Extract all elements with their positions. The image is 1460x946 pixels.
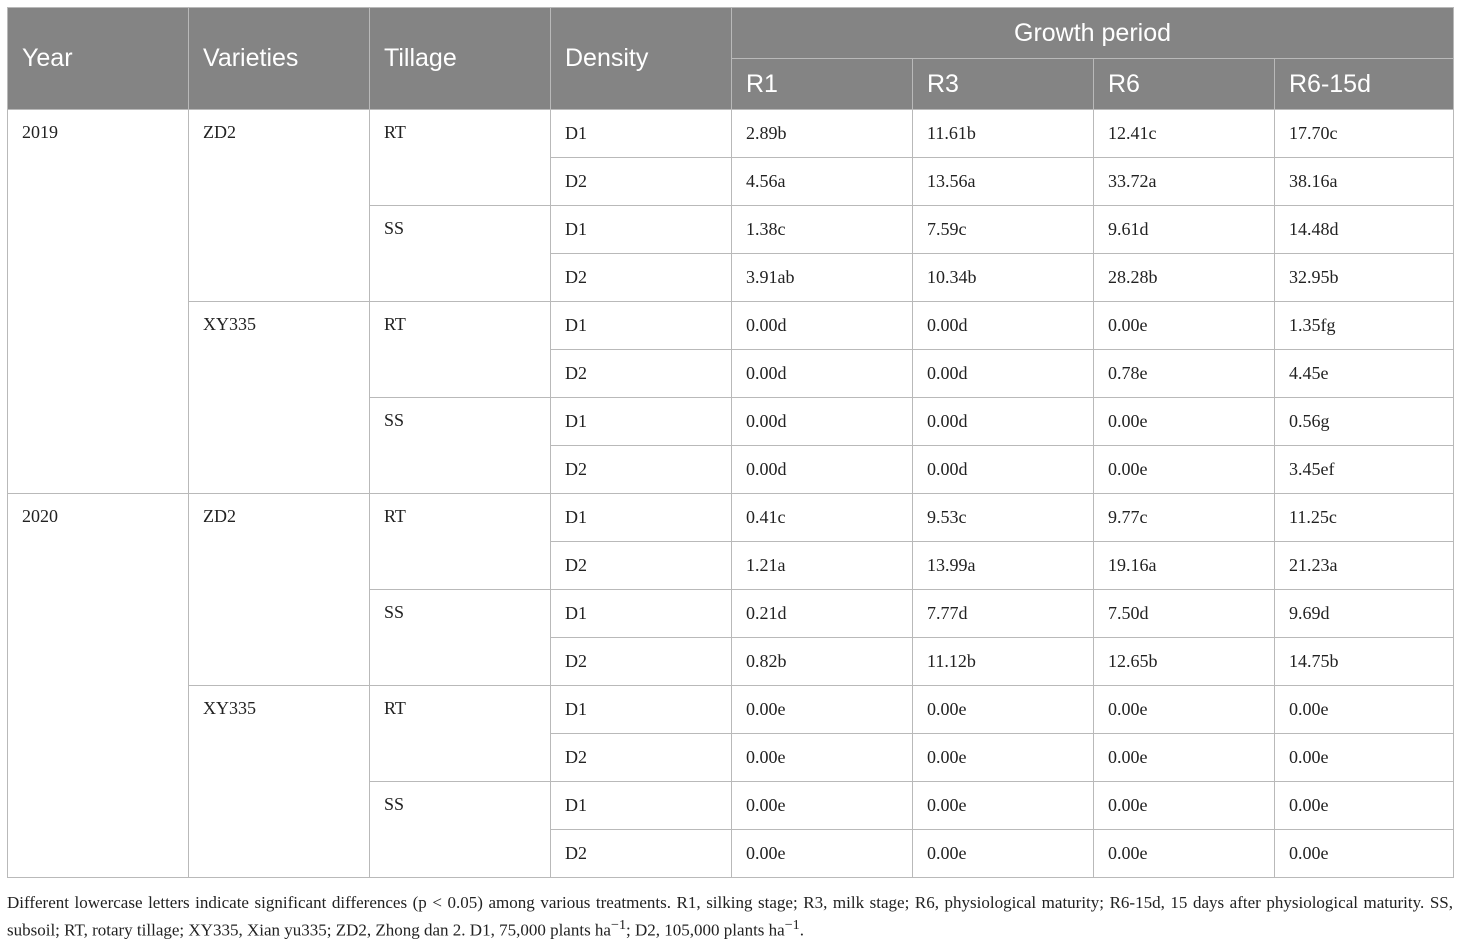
header-density: Density: [551, 8, 732, 110]
value-cell-r6: 0.00e: [1094, 782, 1275, 830]
density-cell: D2: [551, 734, 732, 782]
value-cell-r6-15d: 0.00e: [1275, 734, 1454, 782]
value-cell-r6-15d: 0.00e: [1275, 686, 1454, 734]
value-cell-r6-15d: 38.16a: [1275, 158, 1454, 206]
table-row: [8, 302, 1454, 350]
value-cell-r6: 0.00e: [1094, 830, 1275, 878]
value-cell-r6: 0.00e: [1094, 686, 1275, 734]
value-cell-r3: 7.59c: [913, 206, 1094, 254]
value-cell-r1: 1.21a: [732, 542, 913, 590]
variety-cell: ZD2: [189, 110, 370, 302]
footnote-main: Different lowercase letters indicate significant differences (p < 0.05) among various treatments. R1, silking stage; R3, milk stage; R6, physiological maturity; R6-15d, 15 days after physiological maturity. SS, subsoil; RT, rotary tillage; XY335, Xian yu335; ZD2, Zhong dan 2. D1, 75,000 plants ha: [7, 893, 1453, 940]
value-cell-r6: 9.61d: [1094, 206, 1275, 254]
value-cell-r1: 2.89b: [732, 110, 913, 158]
value-cell-r3: 0.00e: [913, 782, 1094, 830]
value-cell-r6: 28.28b: [1094, 254, 1275, 302]
value-cell-r3: 13.56a: [913, 158, 1094, 206]
density-cell: D2: [551, 254, 732, 302]
value-cell-r3: 11.61b: [913, 110, 1094, 158]
data-table: [7, 7, 1454, 878]
value-cell-r6: 0.00e: [1094, 734, 1275, 782]
footnote-sup-1: −1: [610, 917, 627, 933]
value-cell-r3: 0.00d: [913, 302, 1094, 350]
tillage-cell: SS: [370, 782, 551, 878]
value-cell-r3: 0.00e: [913, 734, 1094, 782]
variety-cell: ZD2: [189, 494, 370, 686]
table-footnote: [7, 891, 1453, 942]
variety-cell: XY335: [189, 686, 370, 878]
value-cell-r3: 0.00d: [913, 398, 1094, 446]
value-cell-r6-15d: 0.00e: [1275, 782, 1454, 830]
value-cell-r1: 0.00e: [732, 782, 913, 830]
density-cell: D2: [551, 830, 732, 878]
density-cell: D1: [551, 302, 732, 350]
value-cell-r3: 0.00e: [913, 686, 1094, 734]
table-wrapper: [7, 7, 1453, 878]
value-cell-r1: 0.00e: [732, 686, 913, 734]
value-cell-r6: 0.00e: [1094, 398, 1275, 446]
year-cell: 2020: [8, 494, 189, 878]
value-cell-r3: 0.00d: [913, 350, 1094, 398]
value-cell-r1: 0.82b: [732, 638, 913, 686]
value-cell-r3: 13.99a: [913, 542, 1094, 590]
value-cell-r6: 7.50d: [1094, 590, 1275, 638]
density-cell: D1: [551, 494, 732, 542]
value-cell-r3: 11.12b: [913, 638, 1094, 686]
value-cell-r6: 12.65b: [1094, 638, 1275, 686]
value-cell-r6-15d: 1.35fg: [1275, 302, 1454, 350]
value-cell-r6-15d: 14.75b: [1275, 638, 1454, 686]
header-stage-r6-15d: R6-15d: [1275, 59, 1454, 110]
table-body: [8, 110, 1454, 878]
density-cell: D1: [551, 110, 732, 158]
value-cell-r1: 0.00e: [732, 734, 913, 782]
value-cell-r3: 0.00d: [913, 446, 1094, 494]
value-cell-r3: 9.53c: [913, 494, 1094, 542]
variety-cell: XY335: [189, 302, 370, 494]
value-cell-r6: 9.77c: [1094, 494, 1275, 542]
tillage-cell: SS: [370, 590, 551, 686]
density-cell: D1: [551, 686, 732, 734]
value-cell-r6: 33.72a: [1094, 158, 1275, 206]
table-row: [8, 686, 1454, 734]
value-cell-r1: 0.00d: [732, 350, 913, 398]
value-cell-r6-15d: 4.45e: [1275, 350, 1454, 398]
value-cell-r1: 0.21d: [732, 590, 913, 638]
header-year: Year: [8, 8, 189, 110]
value-cell-r6-15d: 9.69d: [1275, 590, 1454, 638]
value-cell-r6: 0.00e: [1094, 302, 1275, 350]
header-stage-r6: R6: [1094, 59, 1275, 110]
tillage-cell: RT: [370, 302, 551, 398]
value-cell-r1: 1.38c: [732, 206, 913, 254]
density-cell: D1: [551, 590, 732, 638]
value-cell-r1: 0.00d: [732, 398, 913, 446]
density-cell: D2: [551, 158, 732, 206]
density-cell: D2: [551, 638, 732, 686]
value-cell-r1: 3.91ab: [732, 254, 913, 302]
footnote-end: .: [799, 920, 805, 940]
value-cell-r6: 0.00e: [1094, 446, 1275, 494]
tillage-cell: SS: [370, 398, 551, 494]
table-header: [8, 8, 1454, 110]
value-cell-r1: 4.56a: [732, 158, 913, 206]
value-cell-r1: 0.00d: [732, 302, 913, 350]
value-cell-r6-15d: 3.45ef: [1275, 446, 1454, 494]
density-cell: D1: [551, 206, 732, 254]
table-row: [8, 110, 1454, 158]
density-cell: D2: [551, 350, 732, 398]
table-row: [8, 494, 1454, 542]
density-cell: D1: [551, 398, 732, 446]
value-cell-r6: 12.41c: [1094, 110, 1275, 158]
header-stage-r1: R1: [732, 59, 913, 110]
value-cell-r6: 19.16a: [1094, 542, 1275, 590]
header-stage-r3: R3: [913, 59, 1094, 110]
value-cell-r1: 0.00d: [732, 446, 913, 494]
value-cell-r6-15d: 32.95b: [1275, 254, 1454, 302]
value-cell-r6-15d: 14.48d: [1275, 206, 1454, 254]
value-cell-r1: 0.41c: [732, 494, 913, 542]
density-cell: D1: [551, 782, 732, 830]
year-cell: 2019: [8, 110, 189, 494]
value-cell-r3: 0.00e: [913, 830, 1094, 878]
density-cell: D2: [551, 446, 732, 494]
value-cell-r6-15d: 0.56g: [1275, 398, 1454, 446]
tillage-cell: RT: [370, 494, 551, 590]
value-cell-r1: 0.00e: [732, 830, 913, 878]
footnote-sup-2: −1: [784, 917, 800, 933]
value-cell-r3: 7.77d: [913, 590, 1094, 638]
header-varieties: Varieties: [189, 8, 370, 110]
tillage-cell: RT: [370, 110, 551, 206]
value-cell-r3: 10.34b: [913, 254, 1094, 302]
footnote-mid: ; D2, 105,000 plants ha: [626, 920, 785, 940]
value-cell-r6-15d: 0.00e: [1275, 830, 1454, 878]
tillage-cell: RT: [370, 686, 551, 782]
value-cell-r6-15d: 21.23a: [1275, 542, 1454, 590]
header-growth-period: Growth period: [732, 8, 1454, 59]
value-cell-r6: 0.78e: [1094, 350, 1275, 398]
value-cell-r6-15d: 17.70c: [1275, 110, 1454, 158]
tillage-cell: SS: [370, 206, 551, 302]
density-cell: D2: [551, 542, 732, 590]
value-cell-r6-15d: 11.25c: [1275, 494, 1454, 542]
header-tillage: Tillage: [370, 8, 551, 110]
